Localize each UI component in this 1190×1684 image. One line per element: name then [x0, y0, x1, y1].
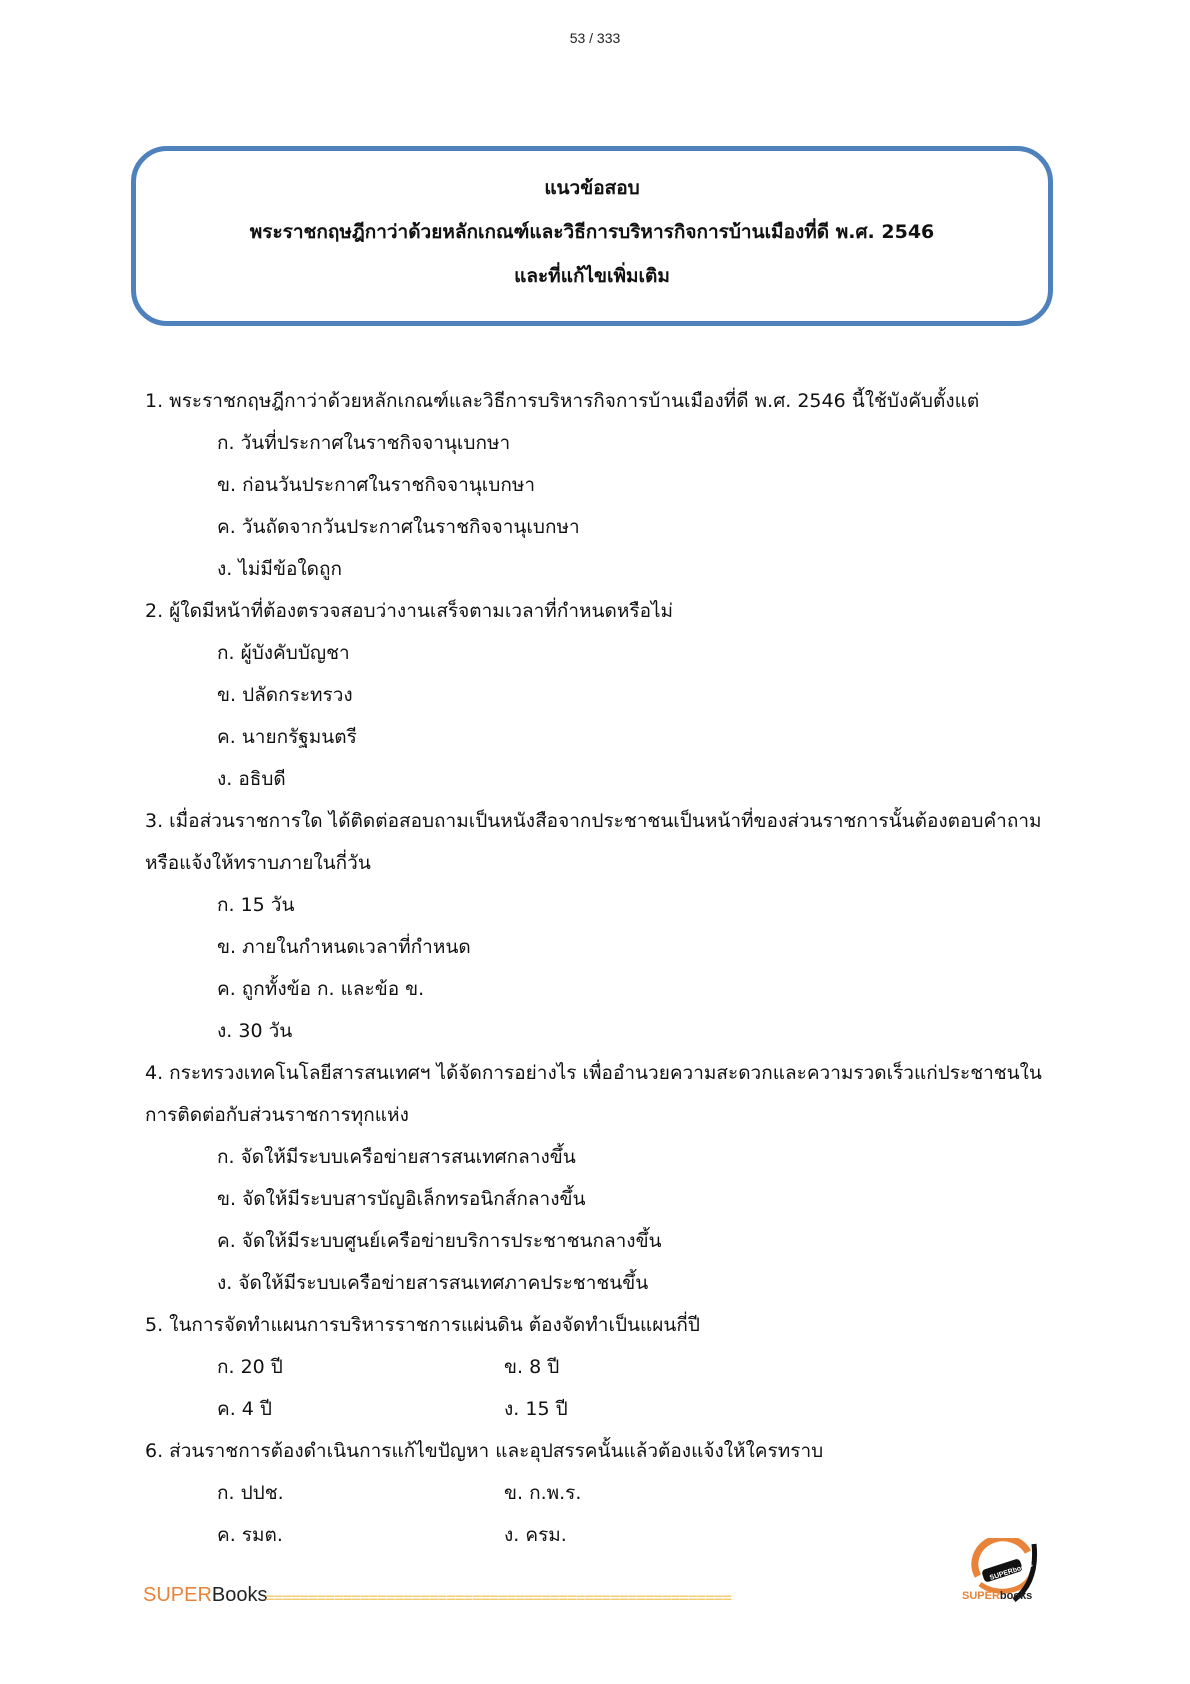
question-3 [145, 800, 1085, 1052]
footer-divider: ====================================================== [265, 1588, 732, 1607]
title-heading: แนวข้อสอบ [544, 177, 640, 199]
option-grid [145, 1346, 1085, 1430]
option: ก. 15 วัน [217, 894, 295, 916]
option: ค. วันถัดจากวันประกาศในราชกิจจานุเบกษา [217, 516, 580, 538]
option: ก. วันที่ประกาศในราชกิจจานุเบกษา [217, 432, 511, 454]
title-amendment: และที่แก้ไขเพิ่มเติม [514, 265, 670, 287]
option: ข. จัดให้มีระบบสารบัญอิเล็กทรอนิกส์กลางขึ้น [217, 1188, 586, 1210]
option: ก. ปปช. [217, 1482, 284, 1504]
option: ก. 20 ปี [217, 1356, 283, 1378]
option: ง. จัดให้มีระบบเครือข่ายสารสนเทศภาคประชาชนขึ้น [217, 1272, 649, 1294]
option: ง. อธิบดี [217, 768, 286, 790]
question-text: 1. พระราชกฤษฎีกาว่าด้วยหลักเกณฑ์และวิธีการบริหารกิจการบ้านเมืองที่ดี พ.ศ. 2546 นี้ใช้บังคับตั้งแต่ [145, 390, 980, 412]
question-text: 5. ในการจัดทำแผนการบริหารราชการแผ่นดิน ต้องจัดทำเป็นแผนกี่ปี [145, 1314, 700, 1336]
question-text-continued: การติดต่อกับส่วนราชการทุกแห่ง [145, 1104, 409, 1126]
question-6 [145, 1430, 1085, 1556]
option: ข. ปลัดกระทรวง [217, 684, 353, 706]
option: ข. ก่อนวันประกาศในราชกิจจานุเบกษา [217, 474, 536, 496]
option: ง. ครม. [504, 1524, 567, 1546]
option: ข. ภายในกำหนดเวลาที่กำหนด [217, 936, 471, 958]
option: ค. 4 ปี [217, 1398, 272, 1420]
question-list [145, 380, 1085, 1556]
logo-wordmark: SUPERbooks [962, 1590, 1033, 1602]
title-subject: พระราชกฤษฎีกาว่าด้วยหลักเกณฑ์และวิธีการบริหารกิจการบ้านเมืองที่ดี พ.ศ. 2546 [249, 221, 935, 243]
footer [143, 1584, 1043, 1614]
question-5 [145, 1304, 1085, 1430]
footer-brand: SUPERBooks [143, 1584, 268, 1606]
question-4 [145, 1052, 1085, 1304]
option: ค. ถูกทั้งข้อ ก. และข้อ ข. [217, 978, 425, 1000]
option: ค. จัดให้มีระบบศูนย์เครือข่ายบริการประชาชนกลางขึ้น [217, 1230, 662, 1252]
question-1 [145, 380, 1085, 590]
option: ค. นายกรัฐมนตรี [217, 726, 357, 748]
option: ง. 30 วัน [217, 1020, 293, 1042]
question-text-continued: หรือแจ้งให้ทราบภายในกี่วัน [145, 852, 371, 874]
page-indicator: 53 / 333 [569, 30, 621, 46]
option-grid [145, 1472, 1085, 1556]
option: ง. ไม่มีข้อใดถูก [217, 558, 342, 580]
question-text: 6. ส่วนราชการต้องดำเนินการแก้ไขปัญหา และอุปสรรคนั้นแล้วต้องแจ้งให้ใครทราบ [145, 1440, 824, 1462]
option: ข. 8 ปี [504, 1356, 560, 1378]
question-2 [145, 590, 1085, 800]
option: ง. 15 ปี [504, 1398, 568, 1420]
option: ข. ก.พ.ร. [504, 1482, 582, 1504]
title-box [131, 146, 1053, 326]
option: ก. ผู้บังคับบัญชา [217, 642, 350, 664]
question-text: 3. เมื่อส่วนราชการใด ได้ติดต่อสอบถามเป็นหนังสือจากประชาชนเป็นหน้าที่ของส่วนราชการนั้นต้องตอบคำถาม [145, 810, 1042, 832]
question-text: 2. ผู้ใดมีหน้าที่ต้องตรวจสอบว่างานเสร็จตามเวลาที่กำหนดหรือไม่ [145, 600, 674, 622]
question-text: 4. กระทรวงเทคโนโลยีสารสนเทศฯ ได้จัดการอย่างไร เพื่ออำนวยความสะดวกและความรวดเร็วแก่ประชาชนใน [145, 1062, 1042, 1084]
option: ค. รมต. [217, 1524, 283, 1546]
svg-text:SUPERbooks: SUPERbooks [988, 1561, 1034, 1582]
option: ก. จัดให้มีระบบเครือข่ายสารสนเทศกลางขึ้น [217, 1146, 576, 1168]
